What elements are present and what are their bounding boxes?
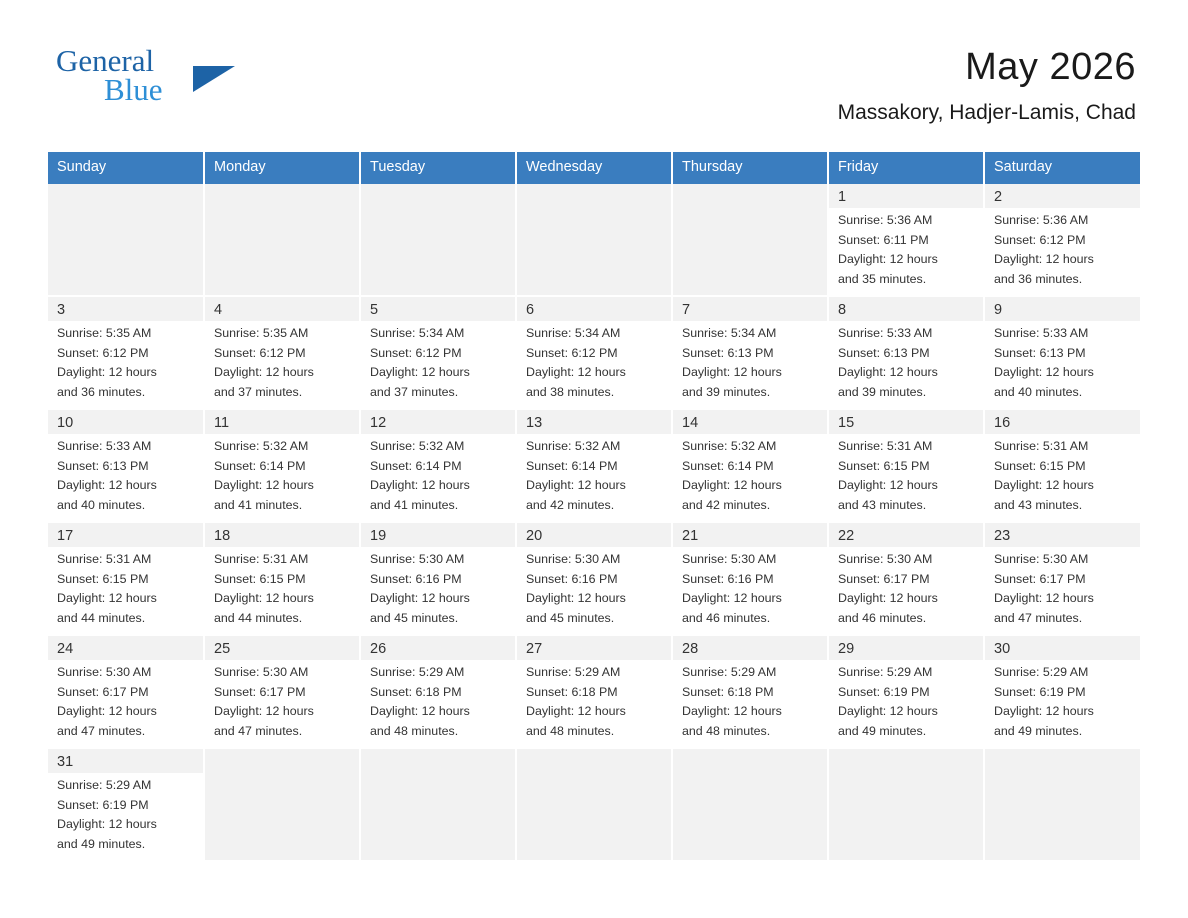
day-info-line: Daylight: 12 hours [838,704,938,718]
day-info-line: Sunrise: 5:29 AM [370,665,465,679]
calendar-day-cell[interactable] [984,409,1140,522]
calendar-cell-empty [204,184,360,297]
logo-text-general: General [56,43,155,78]
day-info-line: Sunset: 6:15 PM [838,458,930,473]
day-info-line: and 39 minutes. [682,384,771,399]
day-number: 5 [370,302,379,318]
day-info-line: Sunrise: 5:31 AM [838,439,933,453]
day-number: 17 [57,528,74,544]
day-number: 20 [526,528,543,544]
day-info-line: Sunrise: 5:30 AM [838,552,933,566]
day-info-line: Sunrise: 5:30 AM [682,552,777,566]
day-number: 12 [370,415,387,431]
day-info-line: and 35 minutes. [838,271,927,286]
day-info-line: and 39 minutes. [838,384,927,399]
day-sun-info [673,757,827,766]
day-info-line: Daylight: 12 hours [526,704,626,718]
day-info-line: Sunset: 6:12 PM [526,345,618,360]
day-info-line: Sunset: 6:18 PM [526,684,618,699]
day-info-line: Sunset: 6:12 PM [370,345,462,360]
day-info-line: Sunrise: 5:30 AM [57,665,152,679]
general-blue-logo [48,44,286,106]
day-number [673,184,827,192]
weekday-header-sunday: Sunday [48,152,204,184]
day-number: 30 [994,641,1011,657]
day-info-line: Sunrise: 5:32 AM [526,439,621,453]
day-sun-info [829,660,983,747]
day-info-line: Sunset: 6:16 PM [526,571,618,586]
day-info-line: Sunset: 6:17 PM [838,571,930,586]
day-info-line: Sunset: 6:15 PM [57,571,149,586]
day-info-line: Daylight: 12 hours [57,365,157,379]
day-info-line: and 48 minutes. [370,723,459,738]
day-sun-info [517,757,671,766]
day-number [517,749,671,757]
day-info-line: Daylight: 12 hours [370,478,470,492]
day-info-line: and 40 minutes. [994,384,1083,399]
day-info-line: Sunset: 6:19 PM [57,797,149,812]
day-sun-info [517,192,671,201]
day-info-line: and 42 minutes. [682,497,771,512]
calendar-day-cell[interactable] [828,409,984,522]
day-info-line: and 48 minutes. [526,723,615,738]
calendar-cell-empty [516,184,672,297]
day-info-line: Daylight: 12 hours [838,252,938,266]
day-info-line: Sunset: 6:13 PM [994,345,1086,360]
day-number: 2 [994,189,1003,205]
day-sun-info [985,547,1140,634]
day-info-line: and 43 minutes. [838,497,927,512]
calendar-day-cell[interactable] [984,296,1140,409]
day-info-line: and 47 minutes. [214,723,303,738]
day-info-line: Sunrise: 5:30 AM [370,552,465,566]
day-info-line: and 44 minutes. [214,610,303,625]
day-number: 29 [838,641,855,657]
day-number: 1 [838,189,847,205]
day-info-line: Sunset: 6:19 PM [994,684,1086,699]
day-info-line: Sunrise: 5:30 AM [994,552,1089,566]
weekday-header-friday: Friday [828,152,984,184]
day-sun-info [673,434,827,521]
day-number [205,184,359,192]
day-info-line: and 48 minutes. [682,723,771,738]
day-number: 10 [57,415,74,431]
day-info-line: and 44 minutes. [57,610,146,625]
day-sun-info [985,321,1140,408]
day-number: 19 [370,528,387,544]
day-info-line: and 37 minutes. [370,384,459,399]
day-info-line: and 40 minutes. [57,497,146,512]
day-info-line: Daylight: 12 hours [370,365,470,379]
day-info-line: Daylight: 12 hours [994,704,1094,718]
day-info-line: and 49 minutes. [994,723,1083,738]
day-sun-info [517,321,671,408]
day-sun-info [205,434,359,521]
day-number [517,184,671,192]
calendar-day-cell[interactable] [204,296,360,409]
day-info-line: Sunrise: 5:31 AM [994,439,1089,453]
calendar-cell-empty [48,184,204,297]
day-info-line: Daylight: 12 hours [214,365,314,379]
day-info-line: Sunset: 6:16 PM [370,571,462,586]
day-info-line: Sunrise: 5:36 AM [994,213,1089,227]
day-info-line: Daylight: 12 hours [214,591,314,605]
day-sun-info [48,547,203,634]
day-number: 18 [214,528,231,544]
calendar-week-row [48,635,1140,748]
calendar-day-cell[interactable] [984,184,1140,297]
day-info-line: and 36 minutes. [57,384,146,399]
calendar-day-cell[interactable] [516,409,672,522]
day-number: 15 [838,415,855,431]
calendar-week-row [48,296,1140,409]
day-number: 4 [214,302,223,318]
calendar-cell-empty [672,748,828,860]
day-info-line: and 41 minutes. [370,497,459,512]
day-sun-info [361,660,515,747]
day-number: 14 [682,415,699,431]
day-info-line: Sunrise: 5:34 AM [526,326,621,340]
day-info-line: Daylight: 12 hours [526,478,626,492]
day-info-line: Daylight: 12 hours [214,478,314,492]
day-sun-info [205,547,359,634]
day-sun-info [829,208,983,295]
day-sun-info [673,321,827,408]
day-sun-info [985,660,1140,747]
day-sun-info [517,434,671,521]
day-number: 16 [994,415,1011,431]
day-sun-info [48,192,203,201]
day-sun-info [829,757,983,766]
day-info-line: Daylight: 12 hours [838,365,938,379]
day-info-line: Sunrise: 5:34 AM [370,326,465,340]
page-title: May 2026 [965,46,1136,88]
calendar-day-cell[interactable] [828,296,984,409]
day-sun-info [48,773,203,860]
day-info-line: Daylight: 12 hours [682,365,782,379]
day-info-line: Sunset: 6:18 PM [370,684,462,699]
day-info-line: Sunset: 6:14 PM [682,458,774,473]
weekday-header-saturday: Saturday [984,152,1140,184]
day-sun-info [48,434,203,521]
page-header [48,44,1140,140]
day-number: 8 [838,302,847,318]
day-info-line: Sunrise: 5:35 AM [214,326,309,340]
day-sun-info [673,547,827,634]
day-info-line: Sunset: 6:17 PM [57,684,149,699]
day-info-line: Daylight: 12 hours [57,478,157,492]
day-number [361,749,515,757]
day-number: 13 [526,415,543,431]
calendar-day-cell[interactable] [516,296,672,409]
day-info-line: Sunset: 6:19 PM [838,684,930,699]
calendar-day-cell[interactable] [672,409,828,522]
calendar-day-cell[interactable] [828,184,984,297]
day-sun-info [985,757,1140,766]
day-sun-info [48,321,203,408]
calendar-body [48,184,1140,861]
day-number [673,749,827,757]
day-info-line: Daylight: 12 hours [682,591,782,605]
day-info-line: and 38 minutes. [526,384,615,399]
day-info-line: Sunrise: 5:29 AM [57,778,152,792]
day-sun-info [673,192,827,201]
day-sun-info [361,547,515,634]
day-info-line: Sunrise: 5:34 AM [682,326,777,340]
day-number [985,749,1140,757]
day-info-line: Sunrise: 5:30 AM [214,665,309,679]
day-info-line: and 49 minutes. [57,836,146,851]
calendar-day-cell[interactable] [828,635,984,748]
day-info-line: Sunset: 6:12 PM [57,345,149,360]
day-sun-info [517,660,671,747]
weekday-header-tuesday: Tuesday [360,152,516,184]
day-info-line: Daylight: 12 hours [526,591,626,605]
title-block [838,44,1140,128]
logo-text-blue: Blue [104,72,163,107]
day-sun-info [48,660,203,747]
day-sun-info [361,321,515,408]
day-info-line: Sunrise: 5:29 AM [838,665,933,679]
weekday-header-row [48,152,1140,184]
day-info-line: Sunrise: 5:33 AM [57,439,152,453]
day-sun-info [205,192,359,201]
day-info-line: Sunrise: 5:31 AM [57,552,152,566]
calendar-day-cell[interactable] [360,296,516,409]
day-info-line: and 43 minutes. [994,497,1083,512]
calendar-day-cell[interactable] [360,635,516,748]
day-sun-info [361,434,515,521]
day-number [829,749,983,757]
day-info-line: Sunset: 6:14 PM [370,458,462,473]
day-number: 24 [57,641,74,657]
day-info-line: Sunset: 6:15 PM [994,458,1086,473]
day-info-line: Daylight: 12 hours [370,704,470,718]
day-info-line: Sunset: 6:16 PM [682,571,774,586]
day-number: 21 [682,528,699,544]
day-info-line: and 46 minutes. [838,610,927,625]
calendar-day-cell[interactable] [204,522,360,635]
calendar-day-cell[interactable] [48,522,204,635]
day-number [48,184,203,192]
calendar-day-cell[interactable] [48,748,204,860]
calendar-day-cell[interactable] [984,522,1140,635]
calendar-week-row [48,409,1140,522]
day-info-line: Sunset: 6:13 PM [57,458,149,473]
day-number [361,184,515,192]
calendar-table [48,152,1140,860]
weekday-header-monday: Monday [204,152,360,184]
day-info-line: Daylight: 12 hours [994,252,1094,266]
day-info-line: Daylight: 12 hours [526,365,626,379]
day-info-line: Sunset: 6:18 PM [682,684,774,699]
day-info-line: Sunrise: 5:29 AM [682,665,777,679]
day-number: 26 [370,641,387,657]
day-info-line: Sunset: 6:14 PM [526,458,618,473]
day-info-line: Daylight: 12 hours [838,591,938,605]
day-info-line: Sunrise: 5:32 AM [370,439,465,453]
weekday-header-wednesday: Wednesday [516,152,672,184]
day-number: 9 [994,302,1003,318]
day-sun-info [205,757,359,766]
day-info-line: and 47 minutes. [994,610,1083,625]
day-info-line: and 45 minutes. [526,610,615,625]
day-info-line: Sunrise: 5:30 AM [526,552,621,566]
day-sun-info [205,660,359,747]
calendar-week-row [48,748,1140,860]
calendar-cell-empty [204,748,360,860]
calendar-day-cell[interactable] [204,409,360,522]
calendar-day-cell[interactable] [672,635,828,748]
day-info-line: Sunset: 6:12 PM [214,345,306,360]
calendar-day-cell[interactable] [48,409,204,522]
calendar-week-row [48,522,1140,635]
day-info-line: and 45 minutes. [370,610,459,625]
day-info-line: Sunrise: 5:31 AM [214,552,309,566]
day-number: 22 [838,528,855,544]
day-info-line: Daylight: 12 hours [57,591,157,605]
calendar-day-cell[interactable] [516,635,672,748]
calendar-day-cell[interactable] [360,522,516,635]
day-info-line: and 47 minutes. [57,723,146,738]
day-info-line: Sunset: 6:13 PM [838,345,930,360]
day-info-line: Sunrise: 5:32 AM [214,439,309,453]
location-subtitle: Massakory, Hadjer-Lamis, Chad [837,101,1136,124]
day-number: 28 [682,641,699,657]
day-info-line: Sunset: 6:11 PM [838,232,929,247]
calendar-day-cell[interactable] [672,522,828,635]
day-info-line: and 36 minutes. [994,271,1083,286]
day-info-line: Sunrise: 5:35 AM [57,326,152,340]
day-info-line: Sunrise: 5:36 AM [838,213,933,227]
day-info-line: Sunset: 6:14 PM [214,458,306,473]
day-info-line: Sunset: 6:12 PM [994,232,1086,247]
day-info-line: Daylight: 12 hours [370,591,470,605]
calendar-cell-empty [672,184,828,297]
day-info-line: and 46 minutes. [682,610,771,625]
day-info-line: and 41 minutes. [214,497,303,512]
day-info-line: Sunset: 6:15 PM [214,571,306,586]
calendar-cell-empty [516,748,672,860]
day-sun-info [829,434,983,521]
day-sun-info [829,547,983,634]
day-number: 31 [57,754,74,770]
day-sun-info [205,321,359,408]
day-info-line: Daylight: 12 hours [838,478,938,492]
day-number: 11 [214,415,230,431]
day-info-line: Daylight: 12 hours [994,478,1094,492]
day-info-line: Daylight: 12 hours [682,704,782,718]
day-info-line: Sunset: 6:17 PM [994,571,1086,586]
calendar-week-row [48,184,1140,297]
calendar-day-cell[interactable] [828,522,984,635]
day-info-line: Sunrise: 5:33 AM [838,326,933,340]
day-sun-info [361,757,515,766]
day-info-line: Daylight: 12 hours [57,704,157,718]
calendar-day-cell[interactable] [672,296,828,409]
day-sun-info [829,321,983,408]
day-sun-info [985,434,1140,521]
calendar-day-cell[interactable] [984,635,1140,748]
calendar-day-cell[interactable] [360,409,516,522]
day-number: 6 [526,302,535,318]
calendar-day-cell[interactable] [48,635,204,748]
day-info-line: Sunrise: 5:29 AM [994,665,1089,679]
calendar-cell-empty [360,748,516,860]
day-info-line: and 42 minutes. [526,497,615,512]
calendar-cell-empty [984,748,1140,860]
calendar-cell-empty [360,184,516,297]
day-info-line: and 37 minutes. [214,384,303,399]
day-info-line: Daylight: 12 hours [682,478,782,492]
calendar-day-cell[interactable] [48,296,204,409]
day-number: 7 [682,302,691,318]
day-info-line: Daylight: 12 hours [994,365,1094,379]
day-info-line: and 49 minutes. [838,723,927,738]
day-sun-info [517,547,671,634]
calendar-day-cell[interactable] [204,635,360,748]
day-number: 3 [57,302,66,318]
day-info-line: Sunset: 6:17 PM [214,684,306,699]
day-sun-info [985,208,1140,295]
day-info-line: Sunset: 6:13 PM [682,345,774,360]
day-number: 25 [214,641,231,657]
day-sun-info [361,192,515,201]
day-number [205,749,359,757]
day-info-line: Daylight: 12 hours [57,817,157,831]
day-info-line: Sunrise: 5:29 AM [526,665,621,679]
day-number: 23 [994,528,1011,544]
triangle-icon [193,66,235,92]
calendar-day-cell[interactable] [516,522,672,635]
weekday-header-thursday: Thursday [672,152,828,184]
day-info-line: Daylight: 12 hours [214,704,314,718]
day-info-line: Daylight: 12 hours [994,591,1094,605]
day-info-line: Sunrise: 5:33 AM [994,326,1089,340]
day-number: 27 [526,641,543,657]
day-sun-info [673,660,827,747]
calendar-cell-empty [828,748,984,860]
day-info-line: Sunrise: 5:32 AM [682,439,777,453]
